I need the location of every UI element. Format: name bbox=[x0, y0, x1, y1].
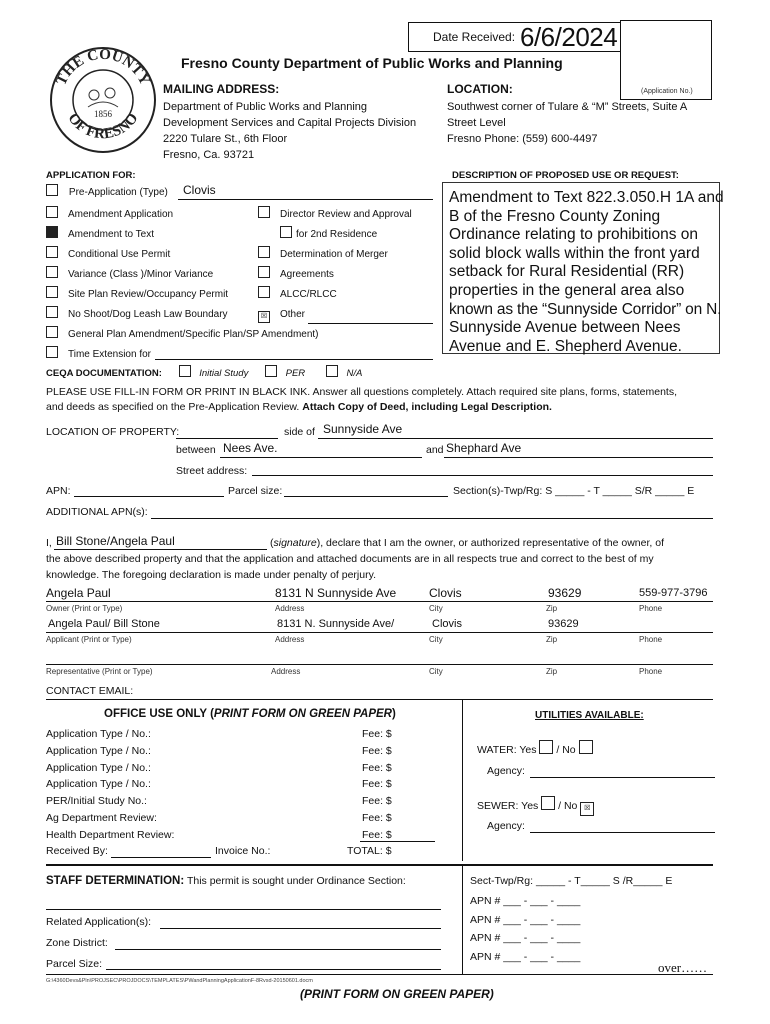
svg-text:THE COUNTY bbox=[53, 47, 152, 88]
owner-name[interactable]: Angela Paul bbox=[46, 586, 111, 600]
footer-line bbox=[46, 974, 713, 975]
option-no-shoot[interactable]: No Shoot/Dog Leash Law Boundary bbox=[46, 305, 319, 325]
description-line: solid block walls within the front yard bbox=[449, 244, 700, 262]
between-label: between bbox=[176, 444, 216, 456]
side-of-label: side of bbox=[284, 426, 315, 438]
application-right-options bbox=[258, 205, 412, 325]
fee-total-line bbox=[360, 841, 435, 842]
water-row bbox=[477, 740, 593, 756]
applicant-city-caption: City bbox=[429, 635, 443, 644]
applicant-zip[interactable]: 93629 bbox=[548, 618, 579, 630]
owner-line bbox=[46, 601, 713, 602]
ceqa-row bbox=[46, 365, 362, 379]
staff-text: This permit is sought under Ordinance Section: bbox=[186, 875, 406, 887]
county-seal-icon bbox=[48, 45, 158, 160]
option-second-residence[interactable]: for 2nd Residence bbox=[258, 225, 412, 245]
option-director-review[interactable]: Director Review and Approval bbox=[258, 205, 412, 225]
and-label: and bbox=[426, 444, 444, 456]
application-no-label: (Application No.) bbox=[641, 88, 693, 95]
declaration-text-3: knowledge. The foregoing declaration is made under penalty of perjury. bbox=[46, 569, 376, 581]
seal-year: 1856 bbox=[94, 109, 112, 119]
staff-ordinance-line bbox=[46, 909, 441, 910]
option-conditional-use-permit[interactable]: Conditional Use Permit bbox=[46, 245, 319, 265]
ceqa-na: N/A bbox=[346, 368, 363, 379]
applicant-address-caption: Address bbox=[275, 635, 305, 644]
sewer-yes-checkbox[interactable] bbox=[541, 796, 555, 810]
declaration-text-1-rest: ), declare that I am the owner, or authorized representative of the owner, of bbox=[316, 537, 664, 549]
contact-email-line bbox=[46, 699, 713, 700]
seal-text-top: THE COUNTY bbox=[53, 46, 153, 88]
apn-entry: APN # ___ - ___ - ____ bbox=[470, 950, 581, 963]
over-text: over…… bbox=[658, 960, 708, 975]
sewer-agency-label: Agency: bbox=[487, 820, 525, 832]
pre-application-label: Pre-Application (Type) bbox=[68, 187, 168, 198]
staff-heading-row bbox=[46, 875, 406, 887]
apn-entry: APN # ___ - ___ - ____ bbox=[470, 895, 581, 907]
pre-application-line bbox=[178, 199, 433, 200]
representative-city-caption: City bbox=[429, 667, 443, 676]
representative-phone-caption: Phone bbox=[639, 667, 663, 676]
checkbox-pre-application[interactable] bbox=[46, 184, 168, 198]
instructions-line-2 bbox=[46, 401, 552, 413]
instructions-deed: Attach Copy of Deed, including Legal Description. bbox=[302, 401, 552, 413]
footer-path: G:\4360Devs&Pln\PROJSEC\PROJDOCS\TEMPLATES\PWandPlanningApplicationF-8Rvsd-20150601.docm bbox=[46, 978, 313, 984]
owner-zip[interactable]: 93629 bbox=[548, 586, 582, 600]
received-by-line bbox=[111, 857, 211, 858]
description-line: B of the Fresno County Zoning bbox=[449, 207, 661, 225]
apn-entry: APN # ___ - ___ - ____ bbox=[470, 932, 581, 944]
ceqa-per: PER bbox=[285, 368, 306, 379]
side-of-value[interactable]: Sunnyside Ave bbox=[323, 422, 403, 436]
office-row: Application Type / No.: bbox=[46, 728, 151, 740]
option-general-plan-amendment[interactable]: General Plan Amendment/Specific Plan/SP Amendment) bbox=[46, 325, 319, 345]
description-line: Ordinance relating to prohibitions on bbox=[449, 226, 699, 244]
applicant-caption: Applicant (Print or Type) bbox=[46, 635, 132, 644]
owner-address-caption: Address bbox=[275, 604, 305, 613]
page-title: Fresno County Department of Public Works and Planning bbox=[181, 55, 563, 71]
fee-label: Fee: $ bbox=[362, 795, 392, 808]
option-amendment-application[interactable]: Amendment Application bbox=[46, 205, 319, 225]
related-application-line bbox=[160, 928, 441, 929]
date-received-label: Date Received: bbox=[433, 30, 516, 44]
option-other[interactable]: ☒ Other bbox=[258, 305, 412, 325]
and-value[interactable]: Shephard Ave bbox=[446, 441, 522, 455]
parcel-size-staff-label: Parcel Size: bbox=[46, 958, 103, 970]
related-application-label: Related Application(s): bbox=[46, 916, 152, 928]
water-yes-checkbox[interactable] bbox=[539, 740, 553, 754]
footer-note: (PRINT FORM ON GREEN PAPER) bbox=[300, 987, 494, 1001]
option-agreements[interactable]: Agreements bbox=[258, 265, 412, 285]
between-line bbox=[220, 457, 422, 458]
office-row: PER/Initial Study No.: bbox=[46, 795, 147, 808]
description-line: properties in the general area also bbox=[449, 281, 685, 299]
ceqa-initial-study: Initial Study bbox=[199, 368, 249, 379]
representative-address-caption: Address bbox=[271, 667, 301, 676]
mailing-line: Department of Public Works and Planning bbox=[163, 101, 368, 113]
location-line: Street Level bbox=[447, 117, 506, 129]
description-heading: DESCRIPTION OF PROPOSED USE OR REQUEST: bbox=[452, 170, 679, 181]
water-label: WATER: Yes bbox=[477, 744, 537, 756]
representative-line bbox=[46, 664, 713, 665]
side-of-line bbox=[318, 438, 713, 439]
application-for-heading: APPLICATION FOR: bbox=[46, 170, 136, 181]
applicant-city[interactable]: Clovis bbox=[432, 618, 462, 630]
office-rows bbox=[46, 726, 174, 844]
total-label: TOTAL: $ bbox=[347, 845, 392, 857]
water-agency-label: Agency: bbox=[487, 765, 525, 777]
option-determination-of-merger[interactable]: Determination of Merger bbox=[258, 245, 412, 265]
fee-label: Fee: $ bbox=[362, 811, 392, 824]
section-twp-label: Section(s)-Twp/Rg: S _____ - T _____ S/R _____ E bbox=[453, 485, 695, 497]
owner-phone[interactable]: 559-977-3796 bbox=[639, 587, 708, 599]
option-amendment-to-text[interactable]: Amendment to Text bbox=[46, 225, 319, 245]
office-row: Health Department Review: bbox=[46, 828, 175, 841]
checkbox-per[interactable] bbox=[265, 365, 277, 377]
fee-label: Fee: $ bbox=[362, 728, 392, 740]
fee-label: Fee: $ bbox=[362, 744, 392, 757]
water-no-checkbox[interactable] bbox=[579, 740, 593, 754]
mailing-line: Fresno, Ca. 93721 bbox=[163, 149, 255, 161]
seal-text-bottom: OF FRESNO bbox=[64, 110, 142, 143]
sewer-label: SEWER: Yes bbox=[477, 800, 539, 812]
description-line: Avenue and E. Shepherd Avenue. bbox=[449, 337, 682, 355]
apn-line bbox=[74, 496, 224, 497]
staff-top-line bbox=[46, 864, 713, 866]
utilities-heading: UTILITIES AVAILABLE: bbox=[535, 710, 644, 721]
signature-word: signature bbox=[273, 537, 317, 549]
received-by-label: Received By: bbox=[46, 845, 108, 857]
declaration-prefix: I, bbox=[46, 537, 52, 549]
applicant-phone-caption: Phone bbox=[639, 635, 663, 644]
office-row: Ag Department Review: bbox=[46, 811, 157, 824]
office-heading: OFFICE USE ONLY (PRINT FORM ON GREEN PAPER) bbox=[104, 708, 396, 720]
apn-label: APN: bbox=[46, 485, 71, 497]
owner-address[interactable]: 8131 N Sunnyside Ave bbox=[275, 586, 397, 600]
sewer-agency-line bbox=[530, 832, 715, 833]
office-divider bbox=[462, 699, 463, 861]
owner-caption: Owner (Print or Type) bbox=[46, 604, 123, 613]
owner-city[interactable]: Clovis bbox=[429, 586, 462, 600]
office-row: Application Type / No.: bbox=[46, 744, 151, 757]
sewer-no-checkbox[interactable]: ☒ bbox=[580, 802, 594, 816]
option-time-extension[interactable]: Time Extension for bbox=[46, 345, 319, 365]
staff-divider bbox=[462, 864, 463, 974]
between-value[interactable]: Nees Ave. bbox=[223, 441, 278, 455]
mailing-line: 2220 Tulare St., 6th Floor bbox=[163, 133, 288, 145]
applicant-line bbox=[46, 632, 713, 633]
instructions-line-1: PLEASE USE FILL-IN FORM OR PRINT IN BLACK INK. Answer all questions completely. Attach required site plans, forms, statements, bbox=[46, 386, 678, 398]
fee-label: Fee: $ bbox=[362, 761, 392, 774]
description-line: setback for Rural Residential (RR) bbox=[449, 263, 685, 281]
office-row: Application Type / No.: bbox=[46, 778, 151, 791]
time-extension-line bbox=[155, 359, 433, 360]
option-variance[interactable]: Variance (Class )/Minor Variance bbox=[46, 265, 319, 285]
water-agency-line bbox=[530, 777, 715, 778]
sewer-no-label: / No bbox=[558, 800, 578, 812]
checkbox-initial-study[interactable] bbox=[179, 365, 191, 377]
mailing-line: Development Services and Capital Projects Division bbox=[163, 117, 417, 129]
checkbox[interactable] bbox=[46, 184, 58, 196]
pre-application-value[interactable]: Clovis bbox=[183, 183, 216, 197]
zone-district-label: Zone District: bbox=[46, 937, 108, 949]
invoice-no-label: Invoice No.: bbox=[215, 845, 271, 857]
street-address-label: Street address: bbox=[176, 465, 248, 477]
mailing-address bbox=[163, 99, 416, 163]
applicant-name[interactable]: Angela Paul/ Bill Stone bbox=[48, 618, 160, 630]
representative-zip-caption: Zip bbox=[546, 667, 558, 676]
description-line: known as the “Sunnyside Corridor” on N. bbox=[449, 300, 722, 318]
and-line bbox=[444, 457, 713, 458]
declaration-text-1: (signature), declare that I am the owner, or authorized representative of the owner, of bbox=[270, 537, 664, 549]
other-line bbox=[308, 323, 433, 324]
option-site-plan-review[interactable]: Site Plan Review/Occupancy Permit bbox=[46, 285, 319, 305]
option-alcc-rlcc[interactable]: ALCC/RLCC bbox=[258, 285, 412, 305]
apn-entries bbox=[470, 892, 580, 966]
apn-entry: APN # ___ - ___ - ____ bbox=[470, 913, 581, 926]
contact-email-label: CONTACT EMAIL: bbox=[46, 685, 134, 697]
description-line: Amendment to Text 822.3.050.H 1A and bbox=[449, 189, 724, 206]
fee-label: Fee: $ bbox=[362, 828, 392, 841]
location-address bbox=[447, 99, 687, 147]
mailing-heading: MAILING ADDRESS: bbox=[163, 82, 280, 96]
office-fees bbox=[362, 726, 392, 844]
location-of-property-label: LOCATION OF PROPERTY: bbox=[46, 426, 180, 438]
staff-heading: STAFF DETERMINATION: bbox=[46, 875, 185, 887]
applicant-address[interactable]: 8131 N. Sunnyside Ave/ bbox=[277, 618, 395, 630]
owner-zip-caption: Zip bbox=[546, 604, 558, 613]
location-line: Fresno Phone: (559) 600-4497 bbox=[447, 133, 598, 145]
owner-city-caption: City bbox=[429, 604, 443, 613]
owner-phone-caption: Phone bbox=[639, 604, 663, 613]
checkbox-na[interactable] bbox=[326, 365, 338, 377]
declaration-text-2: the above described property and that the application and attached documents are in all respects true and correct to the best of my bbox=[46, 553, 654, 565]
additional-apn-line bbox=[151, 518, 713, 519]
zone-district-line bbox=[115, 949, 441, 950]
date-received-value[interactable]: 6/6/2024 bbox=[520, 22, 618, 52]
additional-apn-label: ADDITIONAL APN(s): bbox=[46, 506, 148, 518]
ceqa-heading: CEQA DOCUMENTATION: bbox=[46, 368, 162, 379]
location-of-property-line bbox=[176, 438, 278, 439]
location-line: Southwest corner of Tulare & “M” Streets, Suite A bbox=[447, 101, 688, 113]
street-address-line bbox=[252, 475, 713, 476]
applicant-zip-caption: Zip bbox=[546, 635, 558, 644]
declaration-signer-line bbox=[54, 549, 267, 550]
parcel-size-label: Parcel size: bbox=[228, 485, 283, 497]
parcel-size-line bbox=[284, 496, 448, 497]
representative-caption: Representative (Print or Type) bbox=[46, 667, 153, 676]
description-box[interactable] bbox=[442, 182, 724, 355]
description-line: Sunnyside Avenue between Nees bbox=[449, 319, 681, 337]
instructions-text: and deeds as specified on the Pre-Application Review. bbox=[46, 401, 300, 413]
office-row: Application Type / No.: bbox=[46, 761, 151, 774]
parcel-size-staff-line bbox=[106, 969, 441, 970]
fee-label: Fee: $ bbox=[362, 778, 392, 791]
sect-twp-rg: Sect-Twp/Rg: _____ - T_____ S /R_____ E bbox=[470, 875, 673, 887]
water-no-label: / No bbox=[556, 744, 576, 756]
sewer-row bbox=[477, 796, 594, 816]
location-heading: LOCATION: bbox=[447, 82, 513, 96]
declaration-signer[interactable]: Bill Stone/Angela Paul bbox=[56, 534, 175, 548]
